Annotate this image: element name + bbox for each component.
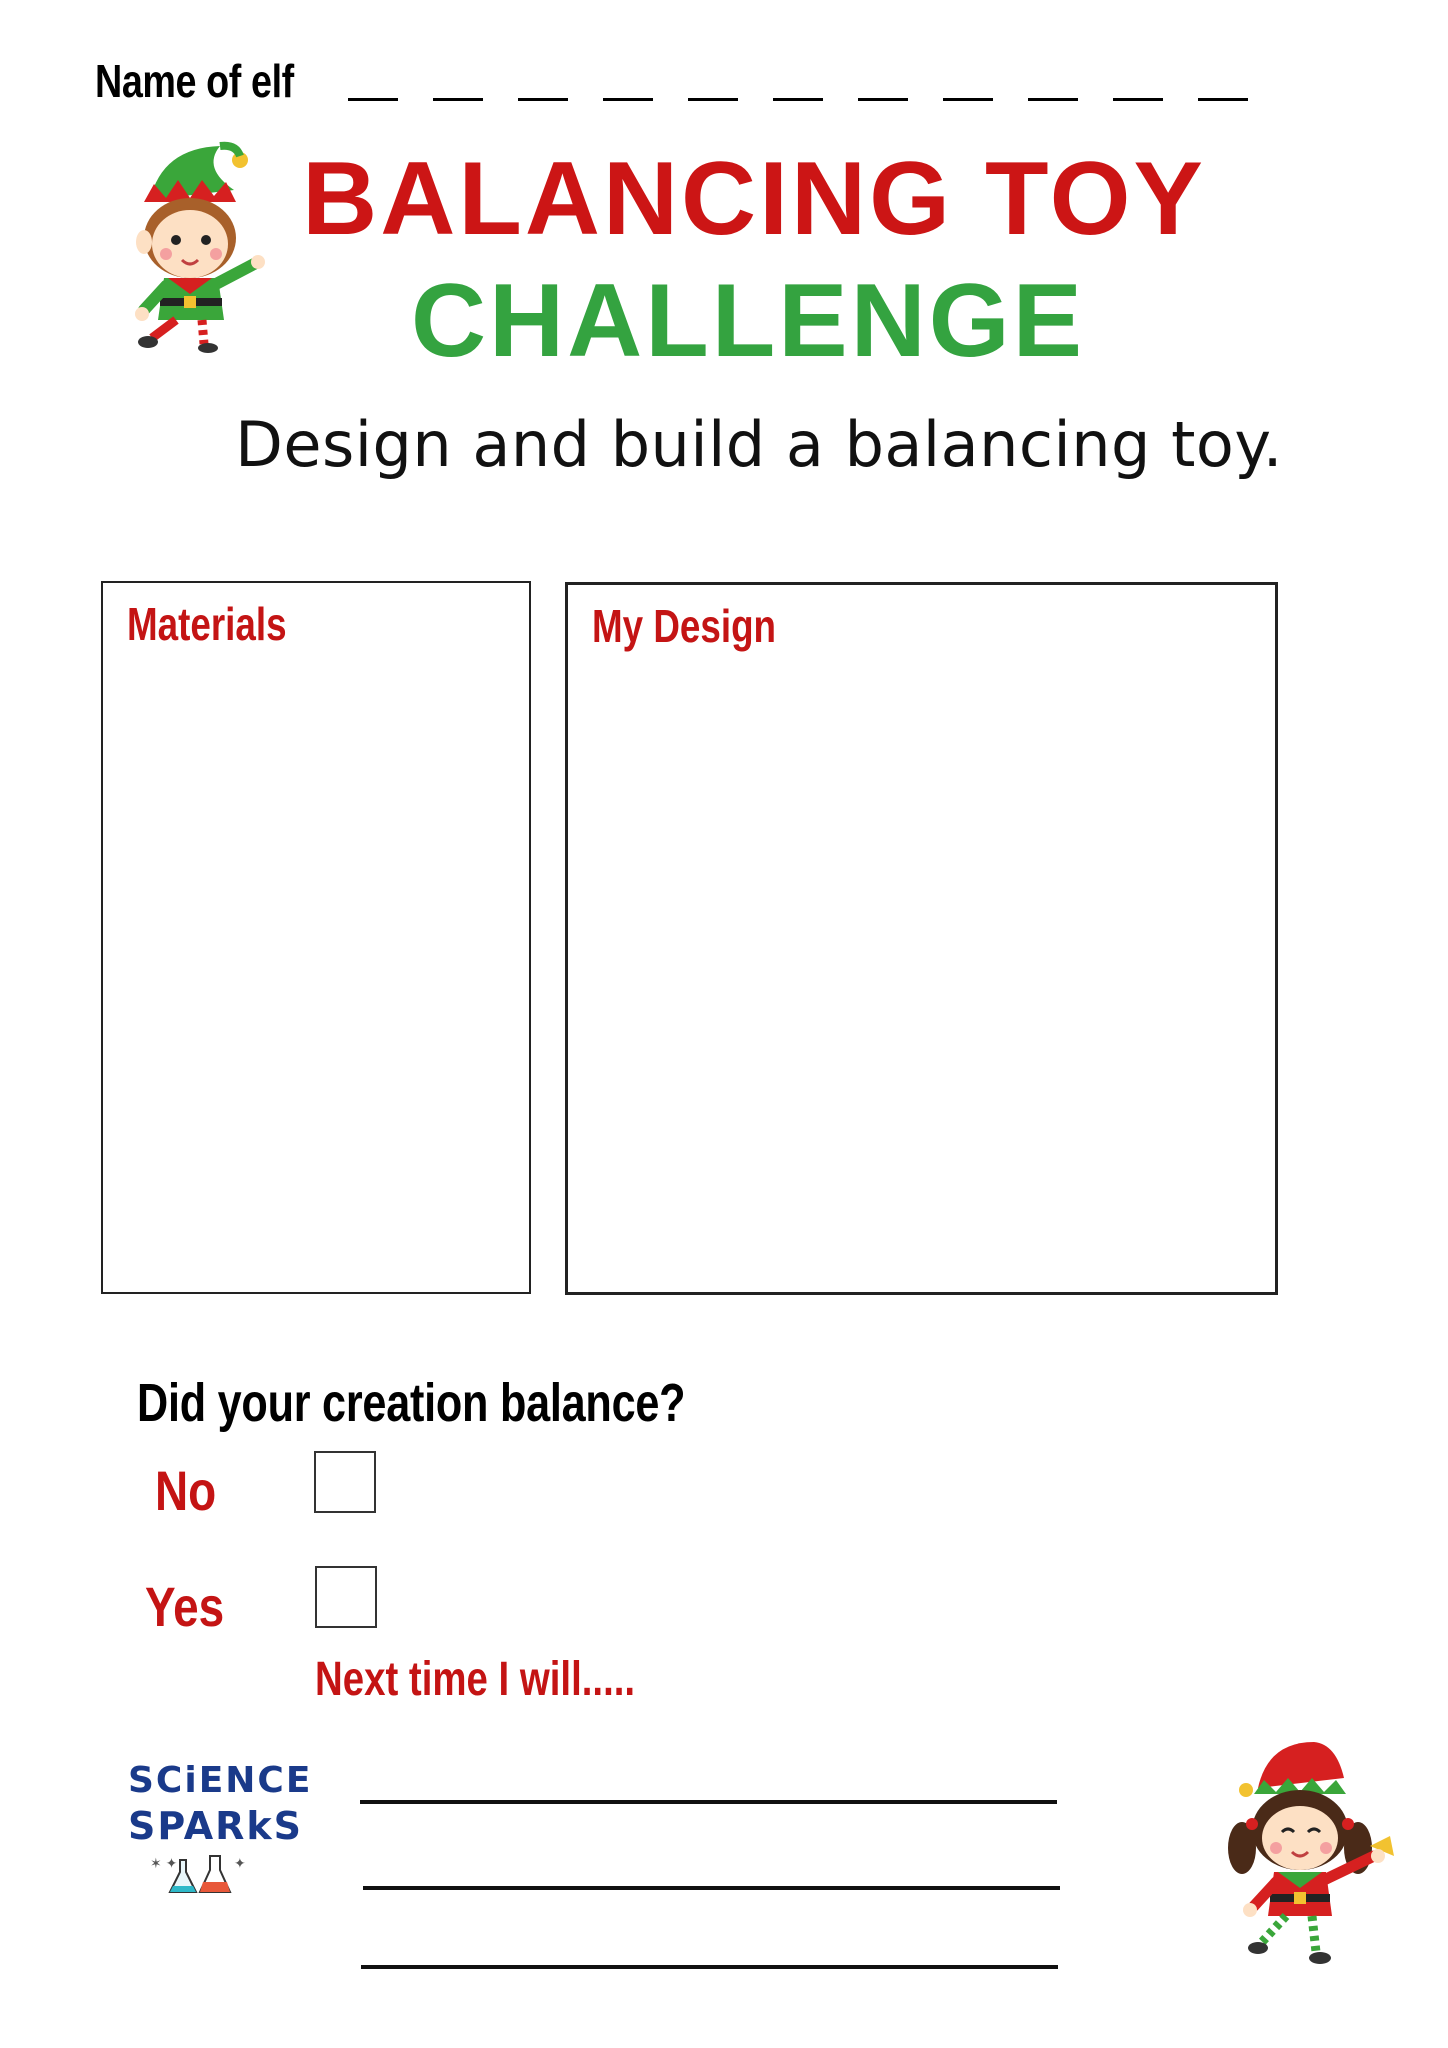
instructions-text: Design and build a balancing toy. (235, 408, 1283, 481)
writing-line[interactable] (361, 1965, 1058, 1969)
title-line-1: BALANCING TOY (302, 141, 1206, 257)
science-flasks-icon (150, 1850, 260, 1900)
elf-name-label: Name of elf (95, 55, 294, 107)
option-yes-label: Yes (145, 1575, 225, 1638)
svg-text:✶ ✦: ✶ ✦ (150, 1855, 178, 1871)
next-time-label: Next time I will..... (315, 1653, 636, 1706)
elf-girl-illustration (1228, 1738, 1403, 1970)
logo-line-2: SPARkS (128, 1804, 304, 1848)
design-box[interactable] (565, 582, 1278, 1295)
balance-question: Did your creation balance? (137, 1373, 686, 1433)
writing-line[interactable] (363, 1886, 1060, 1890)
elf-name-blank[interactable] (348, 60, 1250, 110)
option-no-checkbox[interactable] (314, 1451, 376, 1513)
option-yes-checkbox[interactable] (315, 1566, 377, 1628)
design-title: My Design (592, 600, 777, 652)
svg-text:✦: ✦ (234, 1855, 246, 1871)
title-line-2: CHALLENGE (410, 263, 1086, 379)
logo-line-1: SCiENCE (128, 1760, 313, 1801)
materials-box[interactable] (101, 581, 531, 1294)
option-no-label: No (155, 1459, 217, 1522)
writing-line[interactable] (360, 1800, 1057, 1804)
materials-title: Materials (127, 598, 287, 650)
